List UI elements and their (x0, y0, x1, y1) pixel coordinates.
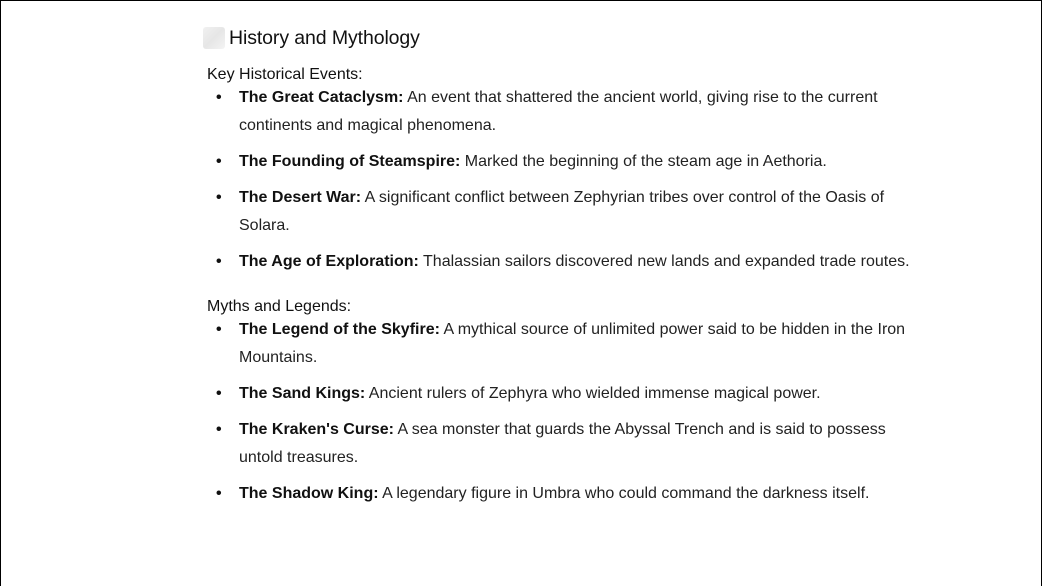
bullet-icon: • (216, 485, 222, 502)
document-content (203, 23, 923, 516)
item-description: A sea monster that guards the Abyssal Trench and is said to possess untold treasures. (239, 421, 886, 466)
item-term: The Shadow King: (239, 485, 379, 502)
bullet-icon: • (216, 189, 222, 206)
bullet-icon: • (216, 153, 222, 170)
section-label-myths-legends: Myths and Legends: (207, 298, 352, 315)
item-term: The Legend of the Skyfire: (239, 321, 440, 338)
list-item (203, 184, 923, 240)
bullet-icon: • (216, 321, 222, 338)
bullet-icon: • (216, 89, 222, 106)
bullet-icon: • (216, 385, 222, 402)
item-description: Thalassian sailors discovered new lands and expanded trade routes. (418, 253, 910, 270)
item-description: Marked the beginning of the steam age in Aethoria. (460, 153, 827, 170)
item-description: An event that shattered the ancient world, giving rise to the current continents and magical phenomena. (239, 89, 878, 134)
list-item (203, 84, 923, 140)
item-term: The Kraken's Curse: (239, 421, 394, 438)
section-heading (203, 23, 923, 53)
bullet-icon: • (216, 421, 222, 438)
heading-emoji-icon (203, 27, 225, 49)
list-item (203, 248, 923, 276)
item-term: The Sand Kings: (239, 385, 366, 402)
list-item (203, 380, 923, 408)
list-item (203, 480, 923, 508)
item-description: Ancient rulers of Zephyra who wielded immense magical power. (365, 385, 821, 402)
item-description: A mythical source of unlimited power said to be hidden in the Iron Mountains. (239, 321, 906, 366)
item-description: A significant conflict between Zephyrian tribes over control of the Oasis of Solara. (239, 189, 885, 234)
list-item (203, 416, 923, 472)
section-label-historical-events: Key Historical Events: (207, 66, 363, 83)
item-term: The Age of Exploration: (239, 253, 419, 270)
item-term: The Great Cataclysm: (239, 89, 404, 106)
list-item (203, 148, 923, 176)
item-term: The Founding of Steamspire: (239, 153, 461, 170)
bullet-icon: • (216, 253, 222, 270)
item-description: A legendary figure in Umbra who could command the darkness itself. (378, 485, 870, 502)
list-item (203, 316, 923, 372)
item-term: The Desert War: (239, 189, 362, 206)
myths-legends-list (203, 316, 923, 508)
page-title: History and Mythology (229, 26, 420, 49)
historical-events-list (203, 84, 923, 276)
